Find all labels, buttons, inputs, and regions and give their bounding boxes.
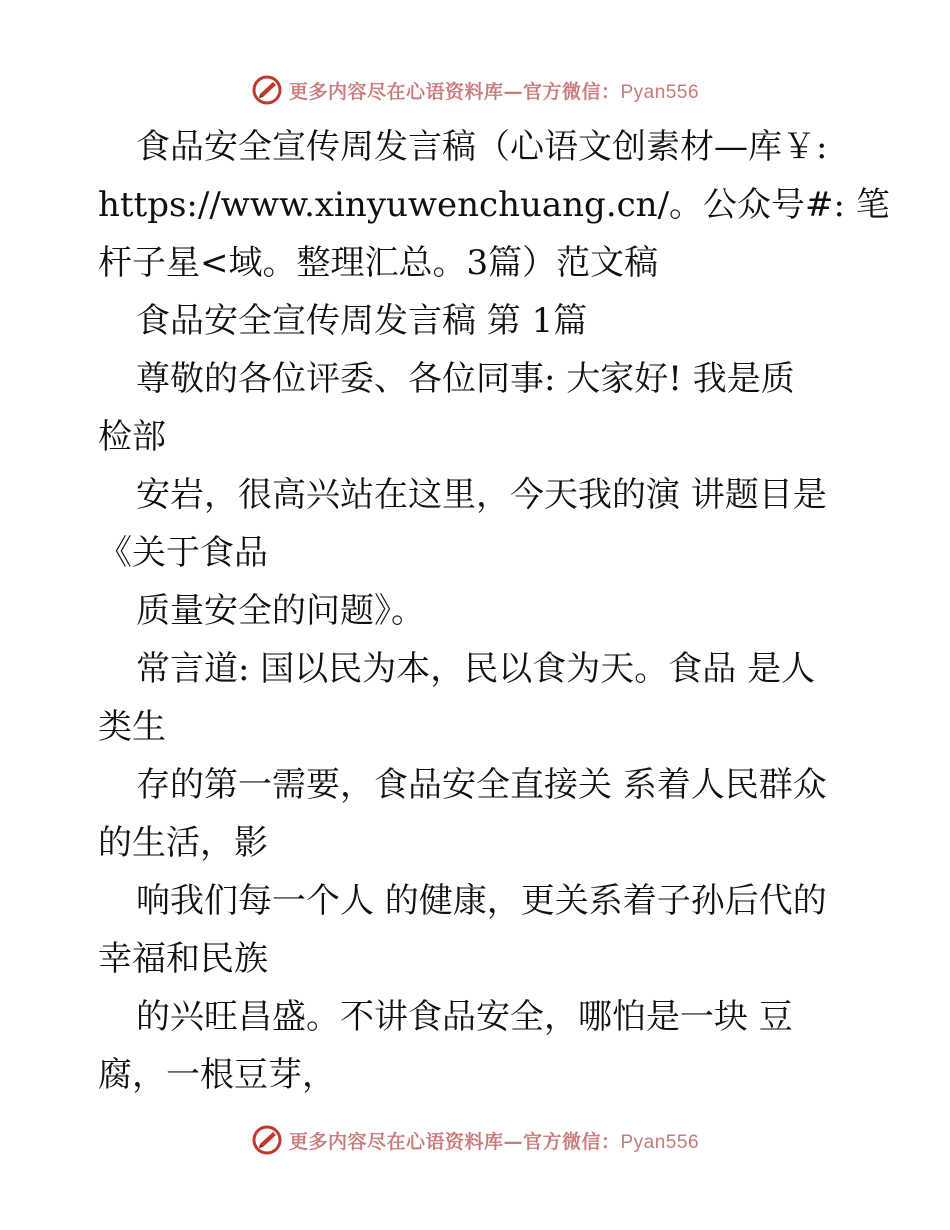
footer-label: 官方微信： — [522, 1130, 621, 1153]
text-line: 《关于食品 — [98, 533, 268, 573]
text-line: 安岩，很高兴站在这里，今天我的演 讲题目是 — [136, 475, 827, 515]
footer-dash: — — [503, 1130, 523, 1153]
text-line: 杆子星<域。整理汇总。3篇）范文稿 — [98, 243, 659, 283]
header-text — [289, 77, 699, 104]
header-banner — [0, 70, 950, 110]
header-wechat-id: Pyan556 — [620, 81, 700, 103]
footer-brand: 更多内容尽在心语资料库 — [288, 1130, 504, 1153]
header-dash: — — [503, 80, 523, 103]
text-line: https://www.xinyuwenchuang.cn/。公众号#: 笔 — [98, 185, 890, 225]
text-line: 的兴旺昌盛。不讲食品安全，哪怕是一块 豆 — [136, 997, 793, 1037]
logo-icon — [251, 74, 283, 106]
document-body — [98, 118, 890, 1104]
footer-wechat-id: Pyan556 — [620, 1131, 700, 1153]
text-line: 尊敬的各位评委、各位同事: 大家好! 我是质 — [136, 359, 795, 399]
text-line: 幸福和民族 — [98, 939, 268, 979]
text-line: 质量安全的问题》。 — [136, 591, 425, 631]
text-line: 常言道: 国以民为本，民以食为天。食品 是人 — [136, 649, 816, 689]
logo-icon — [251, 1124, 283, 1156]
text-line: 检部 — [98, 417, 166, 457]
text-line: 食品安全宣传周发言稿（心语文创素材—库￥: — [136, 127, 828, 167]
footer-banner — [0, 1120, 950, 1160]
text-line: 的生活，影 — [98, 823, 268, 863]
header-brand: 更多内容尽在心语资料库 — [288, 80, 504, 103]
text-line: 腐，一根豆芽， — [98, 1055, 336, 1095]
footer-text — [289, 1127, 699, 1154]
text-line: 存的第一需要，食品安全直接关 系着人民群众 — [136, 765, 827, 805]
text-line: 响我们每一个人 的健康，更关系着子孙后代的 — [136, 881, 827, 921]
section-heading: 食品安全宣传周发言稿 第 1篇 — [136, 301, 588, 341]
text-line: 类生 — [98, 707, 166, 747]
header-label: 官方微信： — [522, 80, 621, 103]
